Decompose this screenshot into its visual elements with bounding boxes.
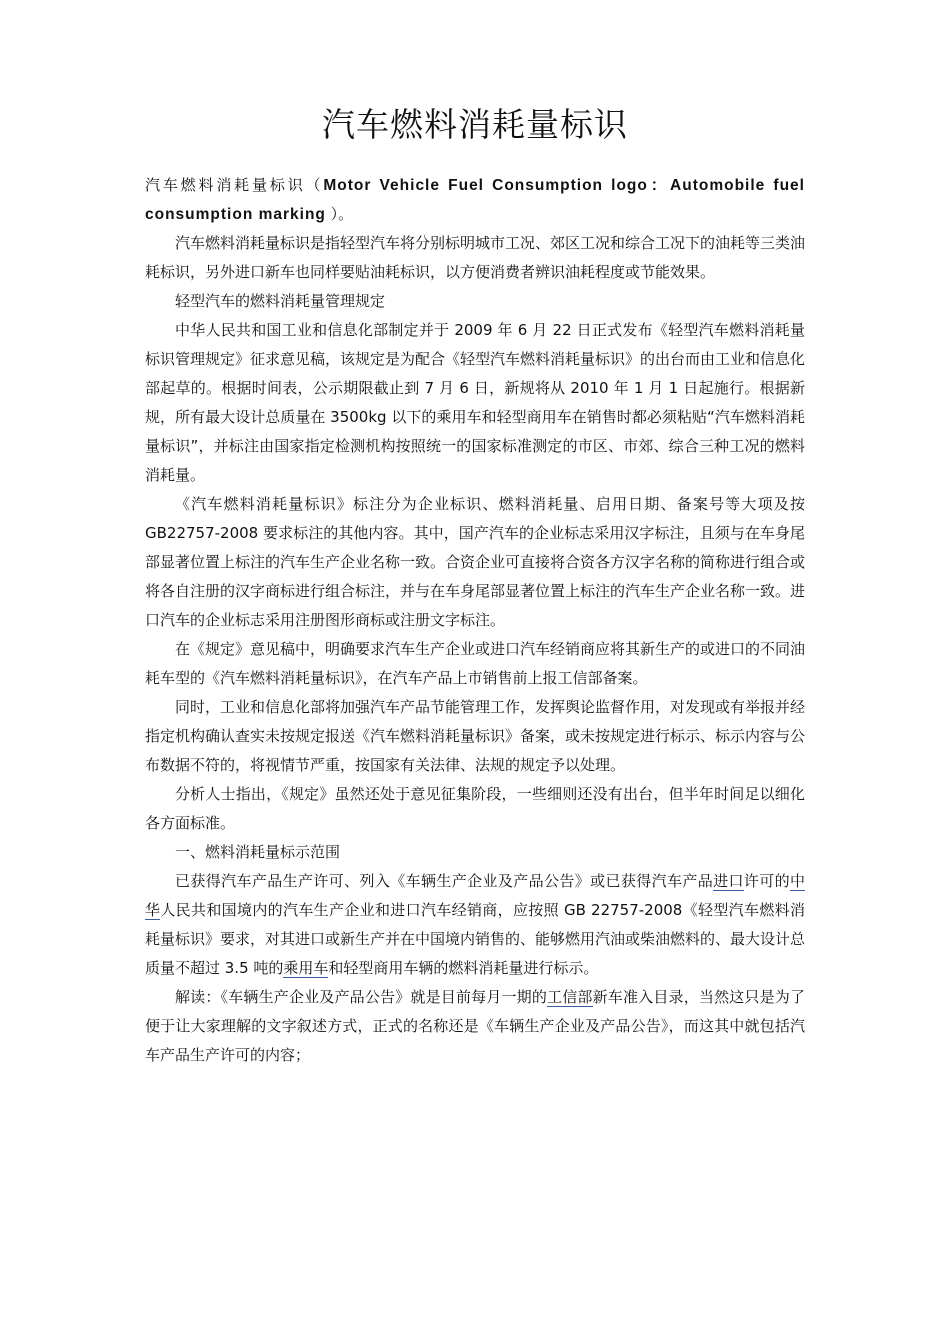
paragraph-definition: 汽车燃料消耗量标识是指轻型汽车将分别标明城市工况、郊区工况和综合工况下的油耗等三类油耗标识，另外进口新车也同样要贴油耗标识，以方便消费者辨识油耗程度或节能效果。 bbox=[145, 234, 806, 281]
document-body bbox=[145, 171, 805, 1070]
section-heading-scope: 一、燃料消耗量标示范围 bbox=[175, 843, 341, 861]
link-import[interactable]: 进口 bbox=[713, 872, 744, 890]
intro-english-term: Motor Vehicle Fuel Consumption logo：Automobile fuel consumption marking bbox=[145, 177, 805, 223]
scope-text-4: 和轻型商用车辆的燃料消耗量进行标示。 bbox=[328, 959, 599, 977]
paragraph-scope bbox=[145, 867, 805, 983]
intro-prefix: 汽车燃料消耗量标识（ bbox=[145, 176, 324, 194]
interpretation-text-1: 解读：《车辆生产企业及产品公告》就是目前每月一期的 bbox=[175, 988, 548, 1006]
page-title: 汽车燃料消耗量标识 bbox=[322, 105, 628, 144]
paragraph-regulation: 中华人民共和国工业和信息化部制定并于 2009 年 6 月 22 日正式发布《轻型汽车燃料消耗量标识管理规定》征求意见稿，该规定是为配合《轻型汽车燃料消耗量标识》的出台而由工业和信息化部起草的。根据时间表，公示期限截止到 7 月 6 日，新规将从 2010 年 1 月 1 日起施行。根据新规，所有最大设计总质量在 3500kg 以下的乘用车和轻型商用车在销售时都必须粘贴“汽车燃料消耗量标识”，并标注由国家指定检测机构按照统一的国家标准测定的市区、市郊、综合三种工况的燃料消耗量。 bbox=[145, 321, 806, 484]
scope-text-1: 已获得汽车产品生产许可、列入《车辆生产企业及产品公告》或已获得汽车产品 bbox=[175, 872, 714, 890]
scope-text-3: 人民共和国境内的汽车生产企业和进口汽车经销商，应按照 GB 22757-2008《轻型汽车燃料消耗量标识》要求，对其进口或新生产并在中国境内销售的、能够燃用汽油或柴油燃料的、最大设计总质量不超过 3.5 吨的 bbox=[145, 901, 806, 977]
paragraph-supervision: 同时，工业和信息化部将加强汽车产品节能管理工作，发挥舆论监督作用，对发现或有举报并经指定机构确认查实未按规定报送《汽车燃料消耗量标识》备案，或未按规定进行标示、标示内容与公布数据不符的，将视情节严重，按国家有关法律、法规的规定予以处理。 bbox=[145, 698, 806, 774]
intro-suffix: ）。 bbox=[325, 205, 354, 223]
paragraph-interpretation bbox=[145, 983, 805, 1070]
paragraph-analysis: 分析人士指出，《规定》虽然还处于意见征集阶段，一些细则还没有出台，但半年时间足以细化各方面标准。 bbox=[145, 785, 805, 832]
paragraph-intro bbox=[145, 171, 805, 229]
scope-text-2: 许可的 bbox=[743, 872, 790, 890]
link-miit[interactable]: 工信部 bbox=[547, 988, 593, 1006]
paragraph-filing: 在《规定》意见稿中，明确要求汽车生产企业或进口汽车经销商应将其新生产的或进口的不同油耗车型的《汽车燃料消耗量标识》，在汽车产品上市销售前上报工信部备案。 bbox=[145, 640, 806, 687]
link-passenger-car[interactable]: 乘用车 bbox=[283, 959, 329, 977]
link-china[interactable]: 中华 bbox=[145, 872, 805, 919]
paragraph-label-content: 《汽车燃料消耗量标识》标注分为企业标识、燃料消耗量、启用日期、备案号等大项及按 GB22757-2008 要求标注的其他内容。其中，国产汽车的企业标志采用汉字标注，且须与在车身尾部显著位置上标注的汽车生产企业名称一致。合资企业可直接将合资各方汉字名称的简称进行组合或将各自注册的汉字商标进行组合标注，并与在车身尾部显著位置上标注的汽车生产企业名称一致。进口汽车的企业标志采用注册图形商标或注册文字标注。 bbox=[145, 495, 806, 629]
section-heading-regulation: 轻型汽车的燃料消耗量管理规定 bbox=[175, 292, 386, 310]
interpretation-text-2: 新车准入目录，当然这只是为了便于让大家理解的文字叙述方式，正式的名称还是《车辆生产企业及产品公告》，而这其中就包括汽车产品生产许可的内容； bbox=[145, 988, 805, 1064]
